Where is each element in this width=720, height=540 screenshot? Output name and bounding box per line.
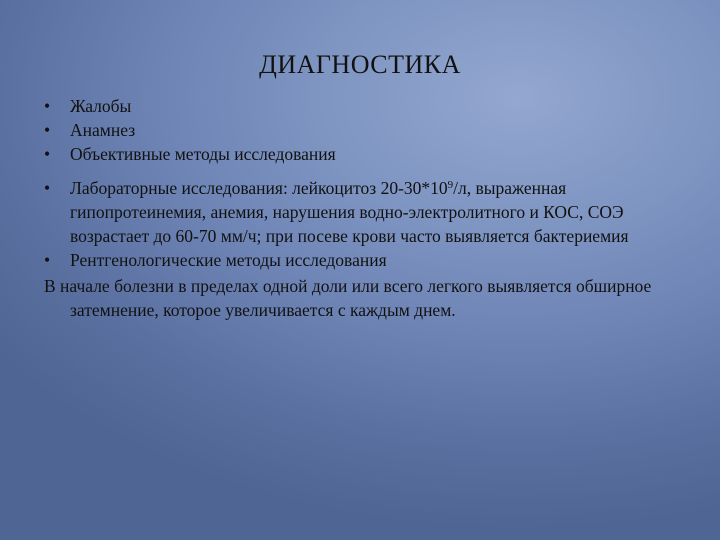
list-item (44, 118, 684, 142)
list-item (44, 94, 684, 118)
slide-title-text: ДИАГНОСТИКА (259, 50, 461, 79)
list-item-xray (44, 248, 684, 272)
lab-text-prefix: Лабораторные исследования: лейкоцитоз 20-30*10 (70, 178, 448, 198)
list-item-text: Рентгенологические методы исследования (70, 250, 387, 270)
slide-content (44, 94, 684, 322)
bullet-icon: • (44, 144, 51, 164)
list-item (44, 142, 684, 166)
paragraph: В начале болезни в пределах одной доли или всего легкого выявляется обширное затемнение, которое увеличивается с каждым днем. (44, 276, 652, 320)
list-item-text: Анамнез (70, 120, 136, 140)
bullet-icon: • (44, 250, 51, 270)
lab-text-exponent: 9 (447, 179, 454, 191)
list-item-text: Жалобы (70, 96, 132, 116)
list-item-lab (44, 176, 684, 248)
bullet-icon: • (44, 120, 51, 140)
lab-text-suffix: /л, выраженная гипопротеинемия, анемия, нарушения водно-электролитного и КОС, СОЭ возрастает до 60-70 мм/ч; при посеве крови часто выявляется бактериемия (70, 178, 629, 246)
bullet-icon: • (44, 96, 51, 116)
slide-title (0, 50, 720, 80)
bullet-icon: • (44, 178, 51, 198)
list-item-text: Объективные методы исследования (70, 144, 336, 164)
